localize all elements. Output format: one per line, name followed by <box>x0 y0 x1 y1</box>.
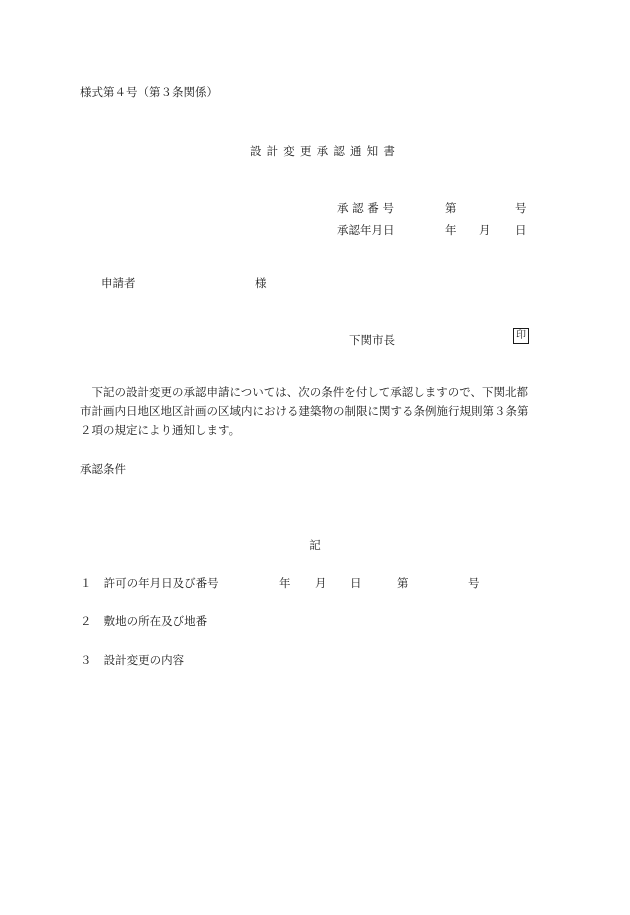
conditions-label: 承認条件 <box>80 462 126 476</box>
applicant-label: 申請者 <box>101 276 136 290</box>
approval-number-dai: 第 <box>445 201 457 215</box>
applicant-honorific: 様 <box>255 276 267 290</box>
approval-date-row <box>337 219 537 241</box>
list-item <box>80 613 207 629</box>
item1-month: 月 <box>315 576 327 590</box>
form-number: 様式第４号（第３条関係） <box>80 85 218 99</box>
approval-number-go: 号 <box>515 201 527 215</box>
issuer-name: 下関市長 <box>349 333 395 347</box>
item-label: 許可の年月日及び番号 <box>103 576 219 590</box>
ki-heading: 記 <box>309 538 321 552</box>
seal-mark: 印 <box>513 328 529 344</box>
approval-number-row <box>337 197 537 219</box>
item1-go: 号 <box>468 576 480 590</box>
item-number: ３ <box>80 653 92 667</box>
body-paragraph: 下記の設計変更の承認申請については、次の条件を付して承認しますので、下関北都市計画内日地区地区計画の区域内における建築物の制限に関する条例施行規則第３条第２項の規定により通知します。 <box>80 385 529 437</box>
item-label: 敷地の所在及び地番 <box>103 614 208 628</box>
list-item <box>80 652 184 668</box>
item-number: １ <box>80 576 92 590</box>
item1-day: 日 <box>350 576 362 590</box>
approval-block <box>337 197 537 241</box>
item1-dai: 第 <box>397 576 409 590</box>
document-title: 設計変更承認通知書 <box>249 144 401 158</box>
approval-date-day: 日 <box>515 223 527 237</box>
approval-date-month: 月 <box>479 223 491 237</box>
item1-year: 年 <box>279 576 291 590</box>
item-label: 設計変更の内容 <box>103 653 185 667</box>
approval-date-label: 承認年月日 <box>337 223 395 237</box>
item-number: ２ <box>80 614 92 628</box>
list-item <box>80 575 219 591</box>
approval-date-year: 年 <box>445 223 457 237</box>
approval-number-label: 承 認 番 号 <box>337 201 394 215</box>
